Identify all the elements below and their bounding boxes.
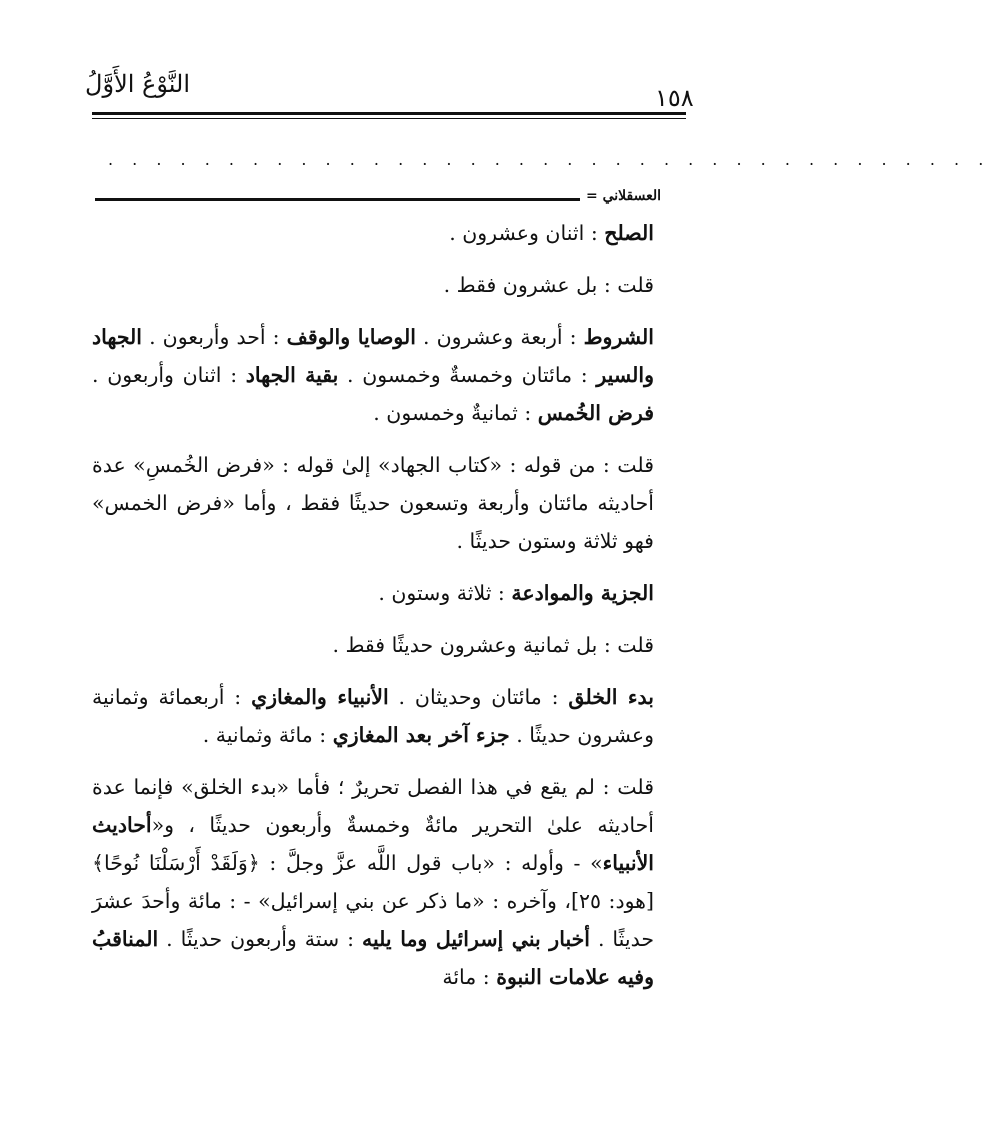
section-heading: أحاديث الأنبياء: [92, 813, 654, 875]
section-heading: المناقبُ وفيه علامات النبوة: [92, 927, 654, 989]
text-run: : ثلاثة وستون .: [378, 581, 512, 605]
body-text: [92, 214, 654, 1010]
text-run: : مائتان وحديثان .: [388, 685, 569, 709]
paragraph: [92, 678, 654, 754]
text-run: قلت : بل عشرون فقط .: [443, 273, 654, 297]
paragraph: [92, 214, 654, 252]
paragraph: [92, 266, 654, 304]
dotted-separator: . . . . . . . . . . . . . . . . . . . . . . . . . . . . . . . . . . . . .: [108, 150, 990, 169]
paragraph: [92, 626, 654, 664]
section-heading: الجزية والموادعة: [511, 581, 654, 605]
section-heading: بدء الخلق: [568, 685, 654, 709]
section-heading: فرض الخُمس: [537, 401, 654, 425]
section-heading: أخبار بني إسرائيل وما يليه: [361, 927, 591, 951]
paragraph: [92, 446, 654, 560]
text-run: : أحد وأربعون .: [142, 325, 287, 349]
header-rule: [92, 112, 686, 115]
section-heading: الشروط: [583, 325, 654, 349]
header-rule-thin: [92, 118, 686, 119]
page-number: ١٥٨: [655, 84, 694, 112]
text-run: قلت : من قوله : «كتاب الجهاد» إلىٰ قوله : «فرض الخُمسِ» عدة أحاديثه مائتان وأربعة وتسعون حديثًا فقط ، وأما «فرض الخمس» فهو ثلاثة وستون حديثًا .: [92, 453, 654, 553]
text-run: : ستة وأربعون حديثًا .: [158, 927, 362, 951]
text-run: : أربعة وعشرون .: [415, 325, 584, 349]
paragraph: [92, 768, 654, 996]
text-run: : أربعمائة وثمانية وعشرون حديثًا .: [92, 685, 654, 747]
section-heading: جزء آخر بعد المغازي: [332, 723, 510, 747]
section-heading: الوصايا والوقف: [286, 325, 416, 349]
paragraph: [92, 574, 654, 612]
text-run: قلت : لم يقع في هذا الفصل تحريرٌ ؛ فأما «بدء الخلق» فإنما عدة أحاديثه علىٰ التحرير مائةٌ وخمسةٌ وأربعون حديثًا ، و«: [92, 775, 654, 837]
source-label: العسقلاني =: [586, 188, 662, 204]
section-heading: الصلح: [604, 221, 654, 245]
text-run: قلت : بل ثمانية وعشرون حديثًا فقط .: [332, 633, 654, 657]
section-heading: بقية الجهاد: [245, 363, 339, 387]
text-run: : ثمانيةٌ وخمسون .: [373, 401, 538, 425]
text-run: : اثنان وأربعون .: [92, 363, 246, 387]
running-title: النَّوْعُ الأَوَّلُ: [85, 70, 190, 98]
text-run: : مائة: [442, 965, 497, 989]
paragraph: [92, 318, 654, 432]
section-heading: الأنبياء والمغازي: [251, 685, 389, 709]
text-run: : اثنان وعشرون .: [449, 221, 605, 245]
section-heading: الجهاد والسير: [92, 325, 655, 387]
source-rule: [95, 198, 580, 201]
text-run: » - وأوله : «باب قول اللَّه عزَّ وجلَّ : ﴿وَلَقَدْ أَرْسَلْنَا نُوحًا﴾ [هود: ٢٥]، وآخره : «ما ذكر عن بني إسرائيل» - : مائة وأحدَ عشرَ حديثًا .: [92, 851, 655, 951]
text-run: : مائتان وخمسةٌ وخمسون .: [338, 363, 597, 387]
text-run: : مائة وثمانية .: [202, 723, 333, 747]
